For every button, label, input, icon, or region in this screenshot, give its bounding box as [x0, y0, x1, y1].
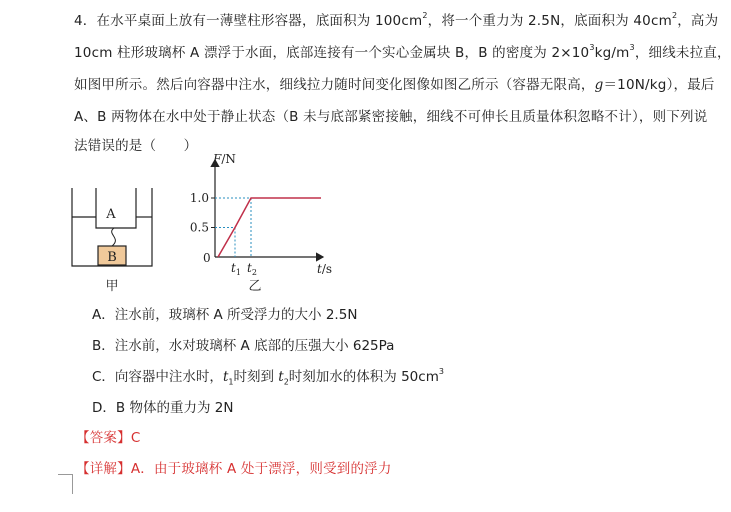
label-a: A [106, 207, 116, 222]
explanation [76, 457, 392, 477]
question-line-5: 法错误的是（ ） [74, 138, 198, 154]
figure-yi-chart [175, 150, 345, 298]
explanation-tag: 【详解】 [76, 461, 131, 477]
option-d: D．B 物体的重力为 2N [92, 400, 234, 416]
answer [76, 426, 140, 446]
figure-jia-diagram [60, 180, 170, 300]
question-line-4: A、B 两物体在水中处于静止状态（B 未与底部紧密接触，细线不可伸长且质量体积忽略不计），则下列说 [74, 109, 708, 125]
option-b: B．注水前，水对玻璃杯 A 底部的压强大小 625Pa [92, 338, 395, 354]
option-c: C．向容器中注水时，$t_1$时刻到 $t_2$时刻加水的体积为 $50cm^3$ [92, 367, 444, 387]
series-line [218, 198, 321, 257]
question-line-3: 如图甲所示。然后向容器中注水，细线拉力随时间变化图像如图乙所示（容器无限高，g＝10N/kg），最后 [74, 77, 715, 93]
question-line-1: 4．在水平桌面上放有一薄壁柱形容器，底面积为 $100cm^2$，将一个重力为 2.5N，底面积为 $40cm^2$，高为 [74, 11, 719, 29]
explanation-text: A．由于玻璃杯 A 处于漂浮，则受到的浮力 [130, 461, 392, 477]
x-axis-label: t/s [317, 262, 333, 276]
x-tick-label: $t_1$ [231, 261, 241, 277]
caption-jia: 甲 [105, 279, 119, 294]
y-tick-label: 1.0 [189, 191, 209, 205]
label-b: B [107, 250, 117, 265]
cup-a-outline [96, 188, 136, 228]
origin-label: 0 [203, 251, 211, 265]
y-tick-label: 0.5 [189, 220, 209, 235]
page-corner-mark [72, 474, 73, 494]
string [112, 228, 116, 246]
page-corner-mark-h [58, 474, 72, 475]
answer-tag: 【答案】 [76, 430, 131, 446]
y-axis-label: F/N [213, 152, 236, 166]
x-tick-label: $t_2$ [247, 261, 257, 277]
question-line-2: 10cm 柱形玻璃杯 A 漂浮于水面，底部连接有一个实心金属块 B，B 的密度为 $2\times 10^3kg/m^3$，细线未拉直， [74, 43, 731, 61]
caption-yi: 乙 [248, 279, 262, 294]
answer-value: C [130, 430, 141, 446]
option-a: A．注水前，玻璃杯 A 所受浮力的大小 2.5N [92, 307, 358, 323]
